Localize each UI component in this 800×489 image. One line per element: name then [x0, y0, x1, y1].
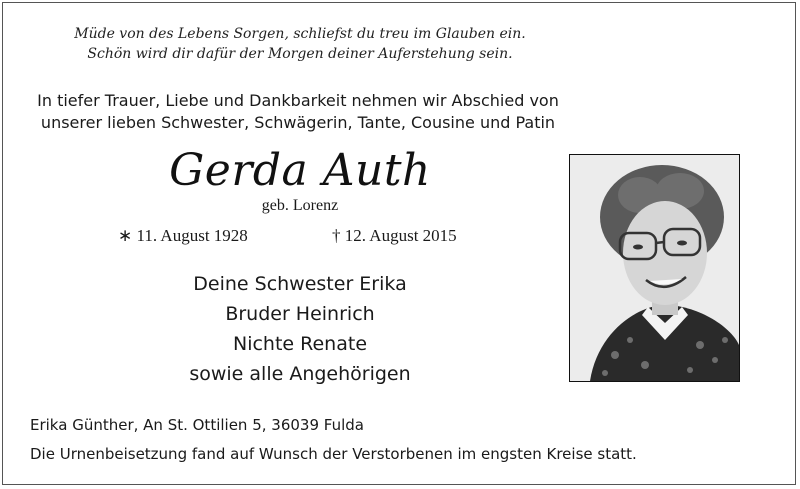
maiden-name: geb. Lorenz [261, 197, 339, 214]
birth-date: ∗ 11. August 1928 [118, 226, 248, 245]
contact-address: Erika Günther, An St. Ottilien 5, 36039 Fulda [30, 416, 364, 434]
burial-note: Die Urnenbeisetzung fand auf Wunsch der Verstorbenen im engsten Kreise statt. [30, 445, 637, 463]
verse-line-2: Schön wird dir dafür der Morgen deiner Auferstehung sein. [87, 46, 513, 62]
death-date: † 12. August 2015 [332, 226, 457, 245]
mourner-line: Bruder Heinrich [225, 303, 375, 325]
intro-line-1: In tiefer Trauer, Liebe und Dankbarkeit nehmen wir Abschied von [37, 91, 559, 110]
verse-line-1: Müde von des Lebens Sorgen, schliefst du treu im Glauben ein. [74, 26, 526, 42]
deceased-name: Gerda Auth [169, 145, 431, 196]
portrait-illustration [570, 155, 739, 381]
mourner-line: Nichte Renate [232, 333, 368, 355]
mourner-line: sowie alle Angehörigen [189, 363, 411, 385]
intro-line-2: unserer lieben Schwester, Schwägerin, Tante, Cousine und Patin [40, 113, 556, 132]
mourner-line: Deine Schwester Erika [193, 273, 407, 295]
portrait-photo [569, 154, 740, 382]
